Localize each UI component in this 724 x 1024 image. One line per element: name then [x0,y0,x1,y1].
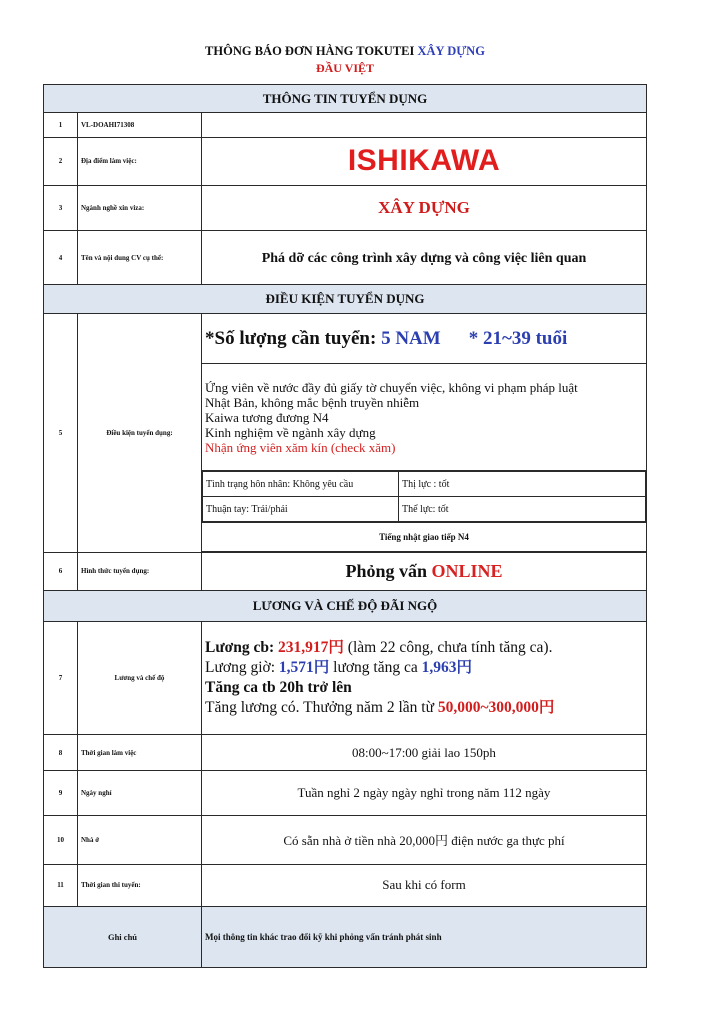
recruitment-table [43,84,647,968]
row-job-description: 4 Tên và nội dung CV cụ thể: Phá dỡ các công trình xây dựng và công việc liên quan [44,230,647,285]
title-field: XÂY DỰNG [417,44,485,58]
housing: Có sẵn nhà ở tiền nhà 20,000円 điện nước ga thực phí [202,815,647,864]
section-salary-header: LƯƠNG VÀ CHẾ ĐỘ ĐÃI NGỘ [44,591,647,621]
row-work-location: 2 Địa điểm làm việc: ISHIKAWA [44,137,647,186]
row-1: 1 VL-DOAHI71308 [44,113,647,137]
requirements-list: Ứng viên về nước đầy đủ giấy tờ chuyển việc, không vi phạm pháp luật Nhật Bản, không mắc bệnh truyền nhiễm Kaiwa tương đương N4 Kinh nghiệm về ngành xây dựng Nhận ứng viên xăm kín (check xăm) [202,364,647,470]
order-code: VL-DOAHI71308 [78,113,202,137]
age-range: * 21~39 tuổi [468,327,568,349]
company-name: ĐẦU VIỆT [315,61,375,75]
job-description: Phá dỡ các công trình xây dựng và công việc liên quan [261,250,587,266]
eyesight: Thị lực : tốt [399,472,646,497]
row-note: Ghi chú Mọi thông tin khác trao đổi kỹ khi phỏng vấn tránh phát sinh [44,907,647,968]
personal-info-grid [202,471,646,522]
section-conditions-header: ĐIỀU KIỆN TUYỂN DỤNG [44,285,647,313]
recruit-quantity: *Số lượng cần tuyển: 5 NAM * 21~39 tuổi [202,313,647,364]
document-title [0,44,690,59]
marital-status: Tình trạng hôn nhân: Không yêu cầu [203,472,399,497]
row-salary: 7 Lương và chế độ Lương cb: 231,917円 (làm 22 công, chưa tính tăng ca). Lương giờ: 1,571円 lương tăng ca 1,963円 Tăng ca tb 20h trở lên Tăng lương có. Thưởng năm 2 lần từ 50,000~300,000円 [44,621,647,734]
row-working-hours: 8 Thời gian làm việc 08:00~17:00 giải lao 150ph [44,734,647,770]
language-requirement: Tiếng nhật giao tiếp N4 [202,523,647,551]
row-days-off: 9 Ngày nghỉ Tuần nghỉ 2 ngày ngày nghỉ trong năm 112 ngày [44,771,647,816]
title-text: THÔNG BÁO ĐƠN HÀNG TOKUTEI [205,44,418,58]
working-hours: 08:00~17:00 giải lao 150ph [202,734,647,770]
work-location: ISHIKAWA [347,144,501,178]
row-housing: 10 Nhà ở Có sẵn nhà ở tiền nhà 20,000円 điện nước ga thực phí [44,815,647,864]
row-exam-time: 11 Thời gian thi tuyển: Sau khi có form [44,864,647,907]
note-text: Mọi thông tin khác trao đổi kỹ khi phỏng vấn tránh phát sinh [202,907,647,968]
days-off: Tuần nghỉ 2 ngày ngày nghỉ trong năm 112 ngày [202,771,647,816]
row-interview: 6 Hình thức tuyển dụng: Phỏng vấn ONLINE [44,552,647,590]
section-info-header: THÔNG TIN TUYỂN DỤNG [44,85,647,113]
handedness: Thuận tay: Trái/phải [203,497,399,522]
row-quantity: 5 Điều kiện tuyển dụng: *Số lượng cần tuyển: 5 NAM * 21~39 tuổi [44,313,647,364]
row-visa-field: 3 Ngành nghề xin viza: XÂY DỰNG [44,186,647,231]
visa-field: XÂY DỰNG [378,198,470,217]
fitness: Thể lực: tốt [399,497,646,522]
exam-time: Sau khi có form [202,864,647,907]
interview-method: Phỏng vấn ONLINE [202,552,647,590]
salary-details: Lương cb: 231,917円 (làm 22 công, chưa tính tăng ca). Lương giờ: 1,571円 lương tăng ca 1,963円 Tăng ca tb 20h trở lên Tăng lương có. Thưởng năm 2 lần từ 50,000~300,000円 [202,621,647,734]
